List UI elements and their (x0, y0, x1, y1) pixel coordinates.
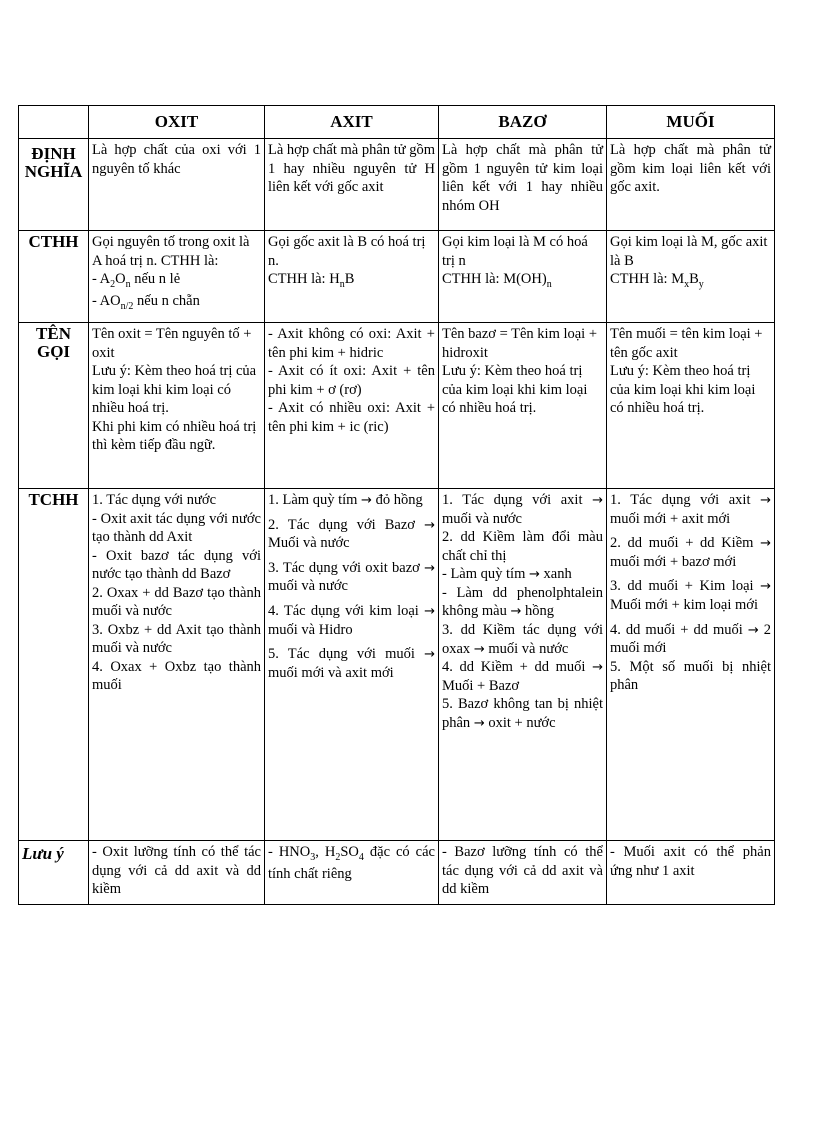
tchh-bazo-item-1: 1. Tác dụng với axit → muối và nước (442, 492, 603, 527)
ctth-bazo-line-1: Gọi kim loại là M có hoá trị n (442, 234, 588, 269)
cell-tchh-oxit (89, 489, 265, 841)
table-row-dinh-nghia (19, 139, 775, 231)
tchh-bazo-item-2a: - Làm quỳ tím → xanh (442, 566, 572, 583)
ctth-oxit-line-3: - $AO_{n/2}$ nếu n chẵn (92, 292, 200, 312)
ten-goi-axit-line-2: - Axit có ít oxi: Axit + tên phi kim + ơ (rơ) (268, 363, 435, 398)
arrow-icon: → (592, 660, 603, 676)
table-row-ten-goi (19, 323, 775, 489)
tchh-muoi-item-1: 1. Tác dụng với axit → muối mới + axit mới (610, 492, 771, 527)
arrow-icon: → (424, 517, 435, 533)
ten-goi-bazo-line-2: Lưu ý: Kèm theo hoá trị của kim loại khi kim loại có nhiều hoá trị. (442, 363, 588, 417)
tchh-bazo-item-5: 5. Bazơ không tan bị nhiệt phân → oxit + nước (442, 696, 603, 731)
table-row-ctth (19, 231, 775, 323)
tchh-oxit-item-3: - Oxit bazơ tác dụng với nước tạo thành dd Bazơ (92, 547, 261, 583)
arrow-icon: → (529, 567, 540, 583)
ten-goi-bazo-line-1: Tên bazơ = Tên kim loại + hidroxit (442, 326, 598, 361)
tchh-axit-item-5: 5. Tác dụng với muối → muối mới và axit mới (268, 646, 435, 681)
tchh-axit-item-4: 4. Tác dụng với kim loại → muối và Hidro (268, 602, 435, 638)
ctth-axit-line-2: CTHH là: $H_nB$ (268, 271, 355, 290)
arrow-icon: → (747, 622, 759, 638)
cell-ctth-muoi (607, 231, 775, 323)
chemistry-summary-table (18, 105, 775, 905)
tchh-oxit-item-1: 1. Tác dụng với nước (92, 492, 217, 508)
cell-ctth-oxit (89, 231, 265, 323)
tchh-oxit-item-5: 3. Oxbz + dd Axit tạo thành muối và nước (92, 621, 261, 657)
ctth-oxit-line-2: - $A_2O_n$ nếu n lẻ (92, 271, 181, 290)
row-label-ten-goi: TÊN GỌI (19, 323, 89, 489)
header-muoi: MUỐI (607, 106, 775, 139)
tchh-axit-item-3: 3. Tác dụng với oxit bazơ → muối và nước (268, 559, 435, 595)
tchh-muoi-item-5: 5. Một số muối bị nhiệt phân (610, 658, 771, 694)
ten-goi-oxit-line-3: Khi phi kim có nhiều hoá trị thì kèm tiếp đầu ngữ. (92, 418, 257, 454)
arrow-icon: → (424, 560, 435, 576)
cell-tchh-axit (265, 489, 439, 841)
arrow-icon: → (760, 536, 771, 552)
ctth-muoi-line-2: CTHH là: $M_xB_y$ (610, 271, 704, 290)
header-row (19, 106, 775, 139)
cell-ctth-axit (265, 231, 439, 323)
cell-ten-goi-oxit (89, 323, 265, 489)
header-bazo: BAZƠ (439, 106, 607, 139)
cell-luu-y-bazo: - Bazơ lưỡng tính có thể tác dụng với cả dd axit và dd kiềm (439, 841, 607, 905)
tchh-oxit-item-2: - Oxit axit tác dụng với nước tạo thành dd Axit (92, 510, 261, 546)
cell-ten-goi-muoi (607, 323, 775, 489)
ten-goi-oxit-line-1: Tên oxit = Tên nguyên tố + oxit (92, 326, 252, 361)
cell-ten-goi-bazo (439, 323, 607, 489)
header-oxit: OXIT (89, 106, 265, 139)
tchh-muoi-item-2: 2. dd muối + dd Kiềm → muối mới + bazơ mới (610, 535, 771, 570)
arrow-icon: → (760, 579, 771, 595)
cell-ten-goi-axit (265, 323, 439, 489)
ten-goi-muoi-line-1: Tên muối = tên kim loại + tên gốc axit (610, 326, 763, 361)
cell-luu-y-muoi: - Muối axit có thể phản ứng như 1 axit (607, 841, 775, 905)
arrow-icon: → (424, 603, 435, 619)
tchh-muoi-item-4: 4. dd muối + dd muối → 2 muối mới (610, 621, 772, 657)
tchh-bazo-item-2b: - Làm dd phenolphtalein không màu → hồng (442, 584, 603, 620)
row-label-ctth: CTHH (19, 231, 89, 323)
table-row-luu-y (19, 841, 775, 905)
row-label-dinh-nghia: ĐỊNH NGHĨA (19, 139, 89, 231)
arrow-icon: → (592, 493, 603, 508)
ten-goi-axit-line-1: - Axit không có oxi: Axit + tên phi kim + hidric (268, 326, 435, 361)
tchh-bazo-item-4: 4. dd Kiềm + dd muối → Muối + Bazơ (442, 659, 603, 694)
tchh-muoi-item-3: 3. dd muối + Kim loại → Muối mới + kim loại mới (610, 578, 771, 613)
arrow-icon: → (510, 604, 522, 620)
cell-luu-y-axit: - $HNO_3$, $H_2SO_4$ đặc có các tính chất riêng (265, 841, 439, 905)
ten-goi-muoi-line-2: Lưu ý: Kèm theo hoá trị của kim loại khi kim loại có nhiều hoá trị. (610, 363, 756, 417)
tchh-oxit-item-6: 4. Oxax + Oxbz tạo thành muối (92, 658, 261, 694)
cell-dinh-nghia-bazo: Là hợp chất mà phân tử gồm 1 nguyên tử kim loại liên kết với 1 hay nhiều nhóm OH (439, 139, 607, 231)
arrow-icon: → (424, 647, 435, 663)
row-label-tchh: TCHH (19, 489, 89, 841)
cell-dinh-nghia-oxit: Là hợp chất của oxi với 1 nguyên tố khác (89, 139, 265, 231)
cell-dinh-nghia-muoi: Là hợp chất mà phân tử gồm kim loại liên kết với gốc axit. (607, 139, 775, 231)
ten-goi-axit-line-3: - Axit có nhiều oxi: Axit + tên phi kim + ic (ric) (268, 400, 435, 435)
ctth-oxit-line-1: Gọi nguyên tố trong oxit là A hoá trị n. CTHH là: (92, 234, 250, 269)
cell-dinh-nghia-axit: Là hợp chất mà phân tử gồm 1 hay nhiều nguyên tử H liên kết với gốc axit (265, 139, 439, 231)
tchh-oxit-item-4: 2. Oxax + dd Bazơ tạo thành muối và nước (92, 584, 261, 620)
arrow-icon: → (760, 493, 771, 508)
tchh-bazo-item-3: 3. dd Kiềm tác dụng với oxax → muối và nước (442, 622, 603, 657)
arrow-icon: → (361, 493, 372, 508)
cell-tchh-bazo (439, 489, 607, 841)
ten-goi-oxit-line-2: Lưu ý: Kèm theo hoá trị của kim loại khi kim loại có nhiều hoá trị. (92, 363, 257, 417)
cell-ctth-bazo (439, 231, 607, 323)
header-corner (19, 106, 89, 139)
tchh-axit-item-2: 2. Tác dụng với Bazơ → Muối và nước (268, 516, 435, 552)
ctth-axit-line-1: Gọi gốc axit là B có hoá trị n. (268, 234, 426, 269)
header-axit: AXIT (265, 106, 439, 139)
table-row-tchh (19, 489, 775, 841)
tchh-axit-item-1: 1. Làm quỳ tím → đỏ hồng (268, 492, 423, 508)
arrow-icon: → (473, 715, 485, 731)
cell-luu-y-oxit: - Oxit lưỡng tính có thể tác dụng với cả dd axit và dd kiềm (89, 841, 265, 905)
tchh-bazo-item-2: 2. dd Kiềm làm đổi màu chất chỉ thị (442, 529, 603, 564)
ctth-bazo-line-2: CTHH là: $M(OH)_n$ (442, 271, 552, 290)
row-label-luu-y: Lưu ý (19, 841, 89, 905)
cell-tchh-muoi (607, 489, 775, 841)
ctth-muoi-line-1: Gọi kim loại là M, gốc axit là B (610, 234, 768, 269)
arrow-icon: → (473, 641, 485, 657)
